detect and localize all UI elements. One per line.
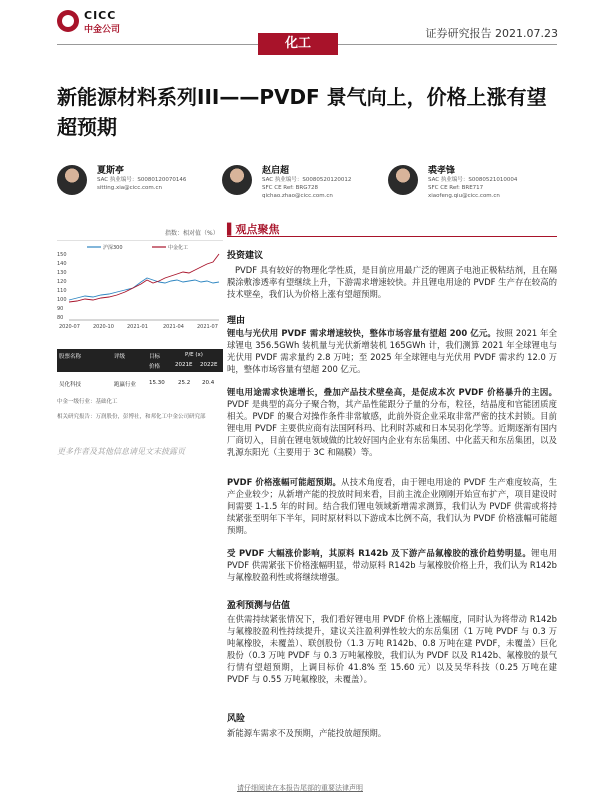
x-tick: 2021-07 [197, 324, 218, 330]
analyst-name: 赵启超 [262, 166, 290, 176]
analyst-info: SAC 执业编号：S0080521010004 SFC CE Ref: BRE717 xiaofeng.qiu@cicc.com.cn [428, 177, 518, 199]
logo-en: CICC [84, 9, 117, 22]
reason-1: 锂电与光伏用 PVDF 需求增速较快，整体市场容量有望超 200 亿元。按照 2021 年全球锂电 356.5GWh 装机量与光伏新增装机 165GWh 计，我们测算 2021 年全球锂电与光伏用 PVDF 需求量约 2.8 万吨；至 2025 年全球锂电与光伏用 PVDF 需求约 12.0 万吨，整体市场容量有望超 200 亿元。 [227, 328, 557, 374]
y-tick: 100 [57, 297, 67, 303]
y-tick: 140 [57, 261, 67, 267]
industry-note: 中金一级行业：基础化工 [57, 399, 118, 405]
sector-badge: 化工 [258, 33, 338, 55]
risk-text: 新能源车需求不及预期，产能投放超预期。 [227, 728, 387, 738]
analyst-avatar [388, 165, 418, 195]
reason-4: 受 PVDF 大幅涨价影响，其原料 R142b 及下游产品氟橡胶的涨价趋势明显。锂电用 PVDF 供需紧张下价格涨幅明显，带动原料 R142b 与氟橡胶价格上升，我们认为 R142b 与氟橡胶盈利性或将继续增强。 [227, 548, 557, 582]
risk-heading: 风险 [227, 714, 246, 724]
x-tick: 2021-01 [127, 324, 148, 330]
x-tick: 2020-07 [59, 324, 80, 330]
valuation-heading: 盈利预测与估值 [227, 601, 291, 611]
legend-chem: 中金化工 [168, 245, 189, 251]
analyst-info: SAC 执业编号：S0080120070146 sitting.xia@cicc.com.cn [97, 177, 187, 191]
report-title: 新能源材料系列III——PVDF 景气向上，价格上涨有望超预期 [57, 85, 547, 139]
investment-heading: 投资建议 [227, 251, 264, 261]
reason-3: PVDF 价格涨幅可能超预期。从技术角度看，由于锂电用途的 PVDF 生产难度较高，生产企业较少；从新增产能的投放时间来看，目前主流企业刚刚开始宣布扩产，项目建设时间需要 1-1.5 年的时间。结合我们锂电领域新增需求测算，我们认为 PVDF 供需或将持续紧张至明年下半年，同时原材料以下游成本比例不高，我们认为 PVDF 价格涨幅可能超预期。 [227, 477, 557, 535]
index-chart [57, 240, 223, 332]
y-tick: 90 [57, 306, 64, 312]
analyst-avatar [222, 165, 252, 195]
cicc-logo-icon [57, 10, 79, 32]
investment-text: PVDF 具有较好的物理化学性质，是目前应用最广泛的锂离子电池正极粘结剂，且在隔膜涂敷渗透率有望继续上升，下游需求增速较快。并且锂电用途的 PVDF 生产存在较高的技术壁垒，我们认为价格上涨有望超预期。 [227, 265, 557, 299]
stock-table-header: 股票名称 评级 目标 P/E (x) 价格 2021E 2022E [57, 349, 223, 372]
analyst-avatar [57, 165, 87, 195]
y-tick: 150 [57, 252, 67, 258]
legend-hs300: 沪深300 [103, 245, 123, 251]
chem-series [69, 254, 219, 302]
logo-cn: 中金公司 [84, 25, 121, 35]
section-title: ▌观点聚焦 [227, 223, 280, 236]
legal-footer-link[interactable]: 请仔细阅读在本报告尾部的重要法律声明 [237, 784, 363, 792]
chart-caption: 指数：相对值（%） [165, 230, 219, 237]
y-tick: 110 [57, 288, 67, 294]
section-divider [227, 236, 557, 237]
y-tick: 120 [57, 279, 67, 285]
analyst-name: 裘孝锋 [428, 166, 456, 176]
x-tick: 2021-04 [163, 324, 184, 330]
analyst-name: 夏斯亭 [97, 166, 125, 176]
y-tick: 130 [57, 270, 67, 276]
more-authors-note: 更多作者及其他信息请见文末披露页 [57, 447, 185, 456]
valuation-text: 在供需持续紧张情况下，我们看好锂电用 PVDF 价格上涨幅度，同时认为将带动 R142b 与氟橡胶盈利性持续提升，建议关注盈利弹性较大的东岳集团（1 万吨 PVDF 与 0.3 万吨氟橡胶，未覆盖）、联创股份（1.3 万吨 R142b、0.8 万吨在建 PVDF，未覆盖）巨化股份（0.3 万吨 PVDF 与 0.3 万吨氟橡胶，我们认为 PVDF 以及 R142b、氟橡胶的景气行情有望超预期，上调目标价 41.8% 至 15.60 元）以及吴华科技（0.25 万吨在建 PVDF 与 0.55 万吨氟橡胶，未覆盖）。 [227, 614, 557, 684]
report-type-date: 证券研究报告 2021.07.23 [425, 27, 558, 40]
reason-2: 锂电用途需求快速增长，叠加产品技术壁垒高，是促成本次 PVDF 价格暴升的主因。PVDF 是典型的高分子聚合物，其产品性能跟分子量的分布，粒径，结晶度和官能团质度相关。PVDF 的聚合对操作条件非常敏感，此前外资企业采取非常严密的技术封锁。目前锂电用 PVDF 主要供应商有法国阿科玛、比利时苏威和日本吴羽化学等。近期逐渐有国内厂商切入，目前在锂电领域做的比较好国内企业有东岳集团、中化蓝天和东岳集团，以及乳源东阳光（主要用于 3C 和隔膜）等。 [227, 387, 557, 457]
reason-heading: 理由 [227, 316, 246, 326]
y-tick: 80 [57, 315, 64, 321]
analyst-info: SAC 执业编号：S0080520120012 SFC CE Ref: BRG728 qichao.zhao@cicc.com.cn [262, 177, 352, 199]
x-tick: 2020-10 [93, 324, 114, 330]
hs300-series [69, 278, 219, 300]
related-reports: 相关研究报告：万润股份，彭博社，和邦化工中金公司研究部 [57, 414, 206, 420]
